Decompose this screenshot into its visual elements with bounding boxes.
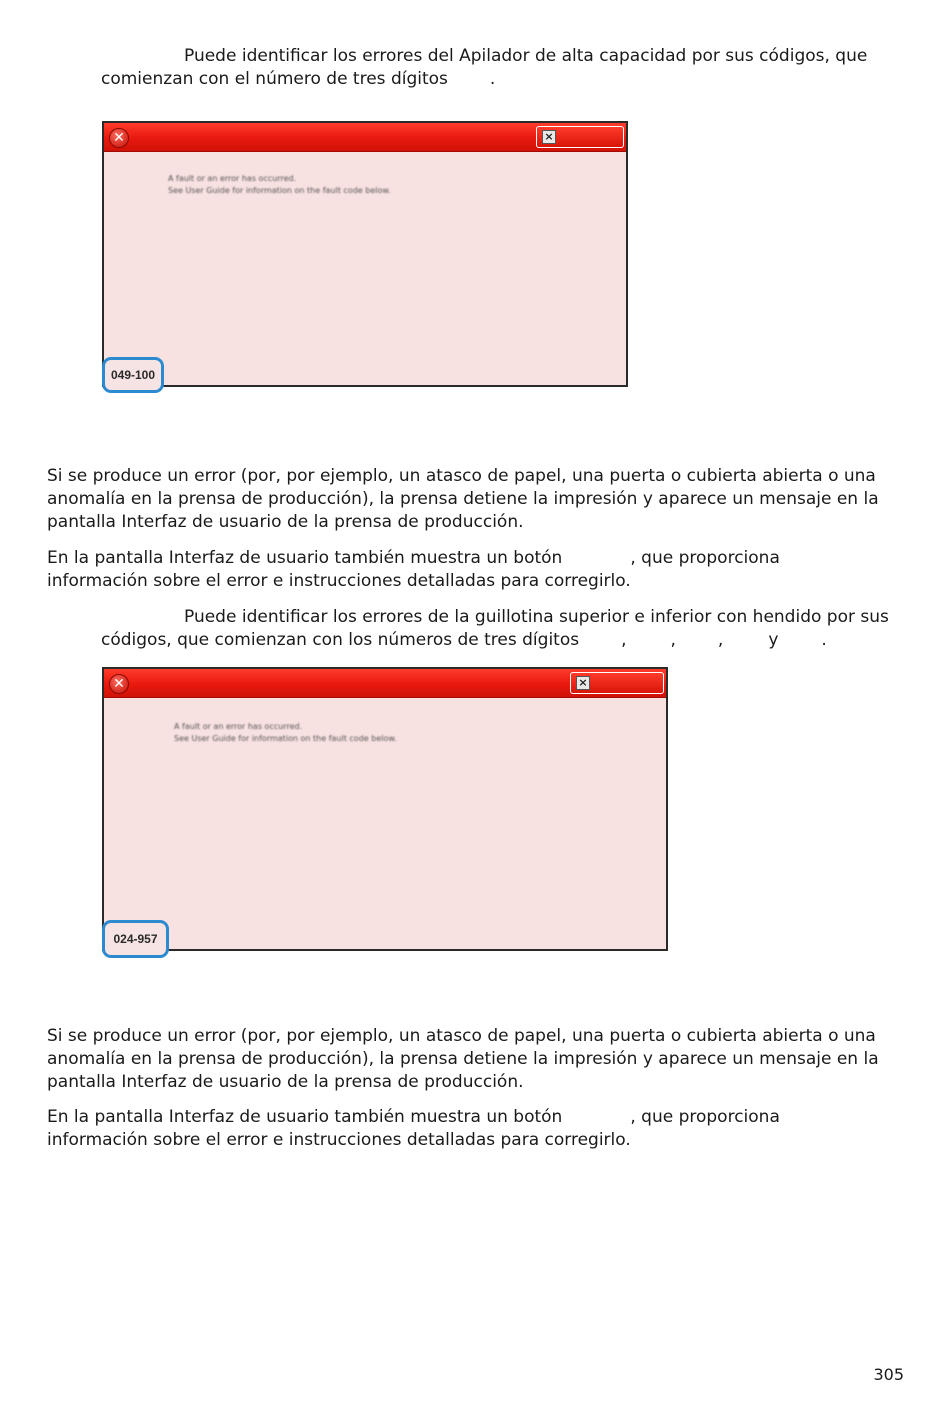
fault-message-line1: A fault or an error has occurred. [174, 722, 303, 731]
stacker-note-line2: comienzan con el número de tres dígitos [101, 69, 448, 89]
trimmer-note-conj: y [768, 630, 779, 650]
fault-code: 024-957 [113, 932, 158, 946]
close-button[interactable] [536, 126, 624, 148]
fault-message-line2: See User Guide for information on the fault code below. [174, 734, 397, 743]
faults-desc-line2: información sobre el error e instrucciones detalladas para corregirlo. [47, 1130, 631, 1150]
trimmer-note-line2: códigos, que comienzan con los números de tres dígitos [101, 630, 580, 650]
fault-code-highlight [102, 357, 164, 393]
fault-code: 049-100 [110, 368, 156, 382]
stacker-note-period: . [489, 69, 496, 89]
trimmer-note-sep1: , [621, 630, 627, 650]
faults-desc-line1-a: En la pantalla Interfaz de usuario también muestra un botón [47, 548, 563, 568]
page-number: 305 [873, 1365, 904, 1384]
error-x-icon: ✕ [109, 674, 129, 694]
faults-desc-line1-a: En la pantalla Interfaz de usuario también muestra un botón [47, 1107, 563, 1127]
close-icon: × [576, 676, 590, 690]
fault-message-line2: See User Guide for information on the fault code below. [168, 186, 391, 195]
error-description-line1: Si se produce un error (por, por ejemplo, un atasco de papel, una puerta o cubierta abierta o una [47, 466, 876, 486]
close-button[interactable] [570, 672, 664, 694]
error-description-line2: anomalía en la prensa de producción), la prensa detiene la impresión y aparece un mensaje en la [47, 489, 879, 509]
error-description-line2: anomalía en la prensa de producción), la prensa detiene la impresión y aparece un mensaje en la [47, 1049, 879, 1069]
dialog-title-bar [104, 123, 626, 152]
fault-message [168, 173, 391, 197]
trimmer-note-period: . [821, 630, 827, 650]
fault-code-highlight [102, 920, 169, 958]
trimmer-note [101, 606, 889, 652]
dialog-title-bar [104, 669, 666, 698]
fault-dialog-trimmer [102, 667, 668, 951]
faults-desc-line1-b: , que proporciona [630, 1107, 780, 1127]
trimmer-note-sep3: , [717, 630, 724, 650]
stacker-note-line1: Puede identificar los errores del Apilador de alta capacidad por sus códigos, que [184, 46, 868, 66]
error-description-line3: pantalla Interfaz de usuario de la prensa de producción. [47, 512, 524, 532]
faults-button-description [47, 1106, 780, 1152]
stacker-note [101, 45, 867, 91]
close-icon: × [542, 130, 556, 144]
error-description [47, 1025, 879, 1094]
fault-message [174, 721, 397, 745]
faults-desc-line2: información sobre el error e instrucciones detalladas para corregirlo. [47, 571, 631, 591]
faults-button-description [47, 547, 780, 593]
error-description [47, 465, 879, 534]
fault-message-line1: A fault or an error has occurred. [168, 174, 297, 183]
trimmer-note-line1: Puede identificar los errores de la guillotina superior e inferior con hendido por sus [184, 607, 889, 627]
error-description-line3: pantalla Interfaz de usuario de la prensa de producción. [47, 1072, 524, 1092]
error-description-line1: Si se produce un error (por, por ejemplo, un atasco de papel, una puerta o cubierta abierta o una [47, 1026, 876, 1046]
error-x-icon: ✕ [109, 128, 129, 148]
faults-desc-line1-b: , que proporciona [630, 548, 780, 568]
trimmer-note-sep2: , [670, 630, 676, 650]
fault-dialog-stacker [102, 121, 628, 387]
